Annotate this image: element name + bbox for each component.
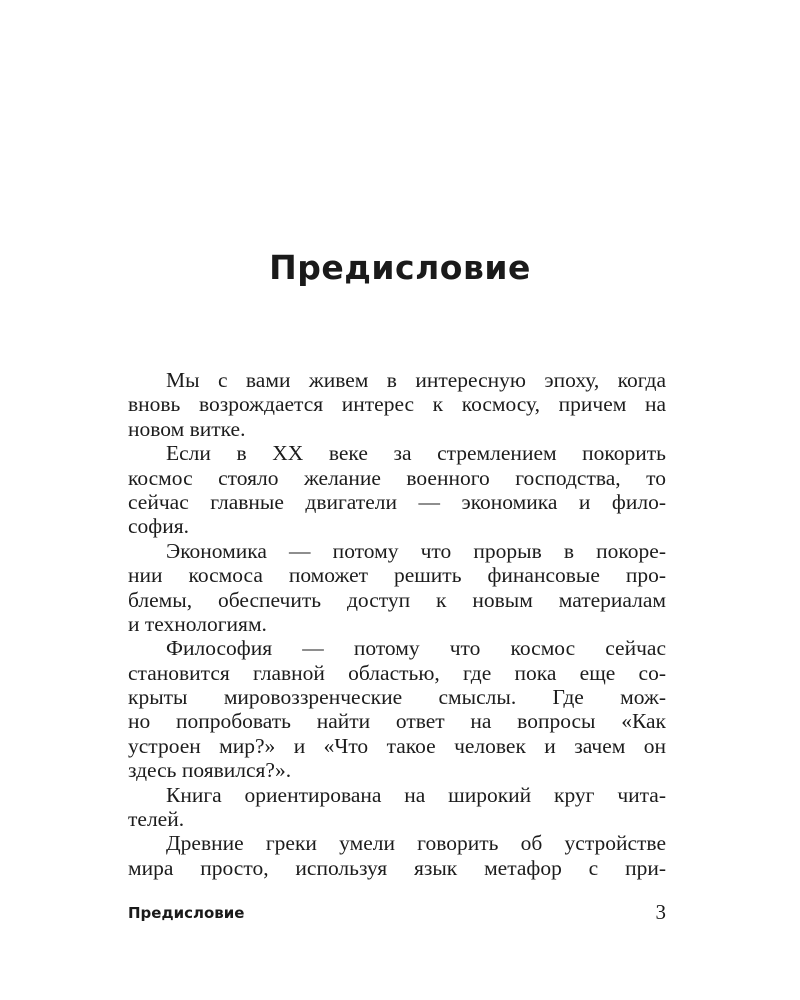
body-text <box>128 368 666 880</box>
text-line: устроен мир?» и «Что такое человек и зачем он <box>128 733 666 758</box>
text-line: Философия — потому что космос сейчас <box>166 636 666 661</box>
text-line: здесь появился?». <box>128 758 292 783</box>
text-line: но попробовать найти ответ на вопросы «Как <box>128 709 666 734</box>
text-line: вновь возрождается интерес к космосу, причем на <box>128 392 666 417</box>
text-line: Если в XX веке за стремлением покорить <box>166 441 666 466</box>
text-line: блемы, обеспечить доступ к новым материалам <box>128 587 666 612</box>
text-line: и технологиям. <box>128 611 267 636</box>
text-line: новом витке. <box>128 416 246 441</box>
text-line: Древние греки умели говорить об устройстве <box>166 831 666 856</box>
text-line: становится главной областью, где пока еще со- <box>128 660 666 685</box>
text-line: Книга ориентирована на широкий круг чита- <box>166 782 666 807</box>
text-line: нии космоса поможет решить финансовые про- <box>128 563 666 588</box>
text-line: софия. <box>128 514 189 539</box>
text-line: мира просто, используя язык метафор с при- <box>128 855 666 880</box>
chapter-title: Предисловие <box>269 248 531 287</box>
running-footer-title: Предисловие <box>128 904 245 922</box>
text-line: Мы с вами живем в интересную эпоху, когда <box>166 368 666 392</box>
text-line: телей. <box>128 807 185 832</box>
text-line: космос стояло желание военного господства, то <box>128 465 666 490</box>
text-line: сейчас главные двигатели — экономика и фило- <box>128 489 666 514</box>
page-number: 3 <box>655 900 666 924</box>
text-line: крыты мировоззренческие смыслы. Где мож- <box>128 685 666 710</box>
text-line: Экономика — потому что прорыв в покоре- <box>166 538 666 563</box>
